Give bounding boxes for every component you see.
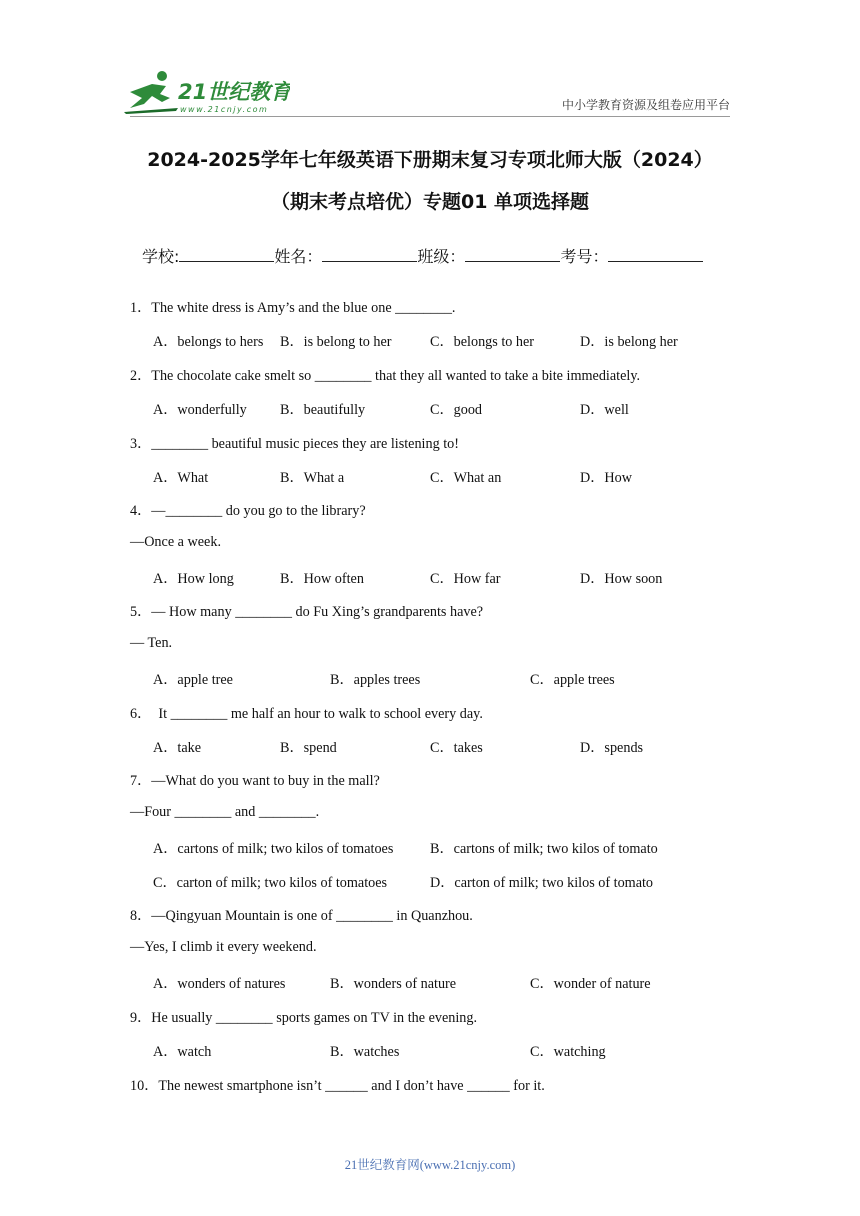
school-blank: [179, 245, 274, 262]
option-d: D．well: [580, 402, 629, 418]
option-b: B．beautifully: [280, 402, 366, 418]
option-c: C．apple trees: [530, 672, 615, 688]
name-label: 姓名：: [274, 247, 323, 266]
header-divider: [130, 116, 730, 117]
runner-logo-icon: [122, 68, 290, 116]
student-info: [142, 244, 703, 267]
question-stem: 10．The newest smartphone isn’t ______ and I don’t have ______ for it.: [130, 1078, 545, 1094]
option-b: B．apples trees: [330, 672, 421, 688]
school-field: [142, 244, 274, 267]
question-dialogue: — Ten.: [130, 635, 173, 651]
question-dialogue: —Yes, I climb it every weekend.: [130, 939, 317, 955]
question-stem: 2．The chocolate cake smelt so ________ that they all wanted to take a bite immediately.: [130, 368, 641, 384]
option-b: B．wonders of nature: [330, 976, 457, 992]
option-c: C．good: [430, 402, 483, 418]
logo-url: www.21cnjy.com: [180, 105, 269, 114]
option-c: C．What an: [430, 470, 502, 486]
question-stem: 3．________ beautiful music pieces they are listening to!: [130, 436, 459, 452]
option-a: A．cartons of milk; two kilos of tomatoes: [153, 841, 394, 857]
option-c: C．takes: [430, 740, 483, 756]
question-stem: 8．—Qingyuan Mountain is one of ________ in Quanzhou.: [130, 908, 473, 924]
option-d: D．How soon: [580, 571, 663, 587]
page-title: 2024-2025学年七年级英语下册期末复习专项北师大版（2024）: [147, 149, 713, 171]
option-d: D．is belong her: [580, 334, 678, 350]
option-c: C．watching: [530, 1044, 606, 1060]
option-c: C．belongs to her: [430, 334, 535, 350]
option-a: A．wonders of natures: [153, 976, 286, 992]
option-d: D．How: [580, 470, 633, 486]
option-c: C．carton of milk; two kilos of tomatoes: [153, 875, 388, 891]
question-stem: 5．— How many ________ do Fu Xing’s grandparents have?: [130, 604, 484, 620]
question-stem: 7．—What do you want to buy in the mall?: [130, 773, 380, 789]
option-b: B．How often: [280, 571, 364, 587]
question-dialogue: —Once a week.: [130, 534, 221, 550]
option-a: A．watch: [153, 1044, 212, 1060]
logo-text: 21世纪教育: [178, 80, 290, 104]
class-label: 班级：: [417, 247, 466, 266]
number-field: [560, 244, 703, 267]
page-subtitle: （期末考点培优）专题01 单项选择题: [270, 191, 590, 213]
option-a: A．How long: [153, 571, 234, 587]
question-stem: 4．—________ do you go to the library?: [130, 503, 366, 519]
name-blank: [322, 245, 417, 262]
option-a: A．take: [153, 740, 202, 756]
question-stem: 9．He usually ________ sports games on TV in the evening.: [130, 1010, 478, 1026]
option-b: B．spend: [280, 740, 337, 756]
option-d: D．spends: [580, 740, 644, 756]
number-label: 考号：: [560, 247, 609, 266]
option-d: D．carton of milk; two kilos of tomato: [430, 875, 654, 891]
name-field: [274, 244, 417, 267]
option-c: C．wonder of nature: [530, 976, 651, 992]
option-c: C．How far: [430, 571, 501, 587]
number-blank: [608, 245, 703, 262]
option-a: A．wonderfully: [153, 402, 247, 418]
option-a: A．apple tree: [153, 672, 233, 688]
class-field: [417, 244, 560, 267]
option-b: B．is belong to her: [280, 334, 392, 350]
option-b: B．watches: [330, 1044, 400, 1060]
option-b: B．cartons of milk; two kilos of tomato: [430, 841, 658, 857]
option-b: B．What a: [280, 470, 345, 486]
school-label: 学校:: [142, 247, 180, 266]
option-a: A．belongs to hers: [153, 334, 264, 350]
footer-link[interactable]: 21世纪教育网(www.21cnjy.com): [344, 1158, 516, 1172]
logo: [122, 68, 290, 116]
question-stem: 1．The white dress is Amy’s and the blue one ________.: [130, 300, 456, 316]
platform-name: 中小学教育资源及组卷应用平台: [561, 98, 730, 112]
question-dialogue: —Four ________ and ________.: [130, 804, 320, 820]
question-stem: 6． It ________ me half an hour to walk to school every day.: [130, 706, 483, 722]
option-a: A．What: [153, 470, 209, 486]
class-blank: [465, 245, 560, 262]
